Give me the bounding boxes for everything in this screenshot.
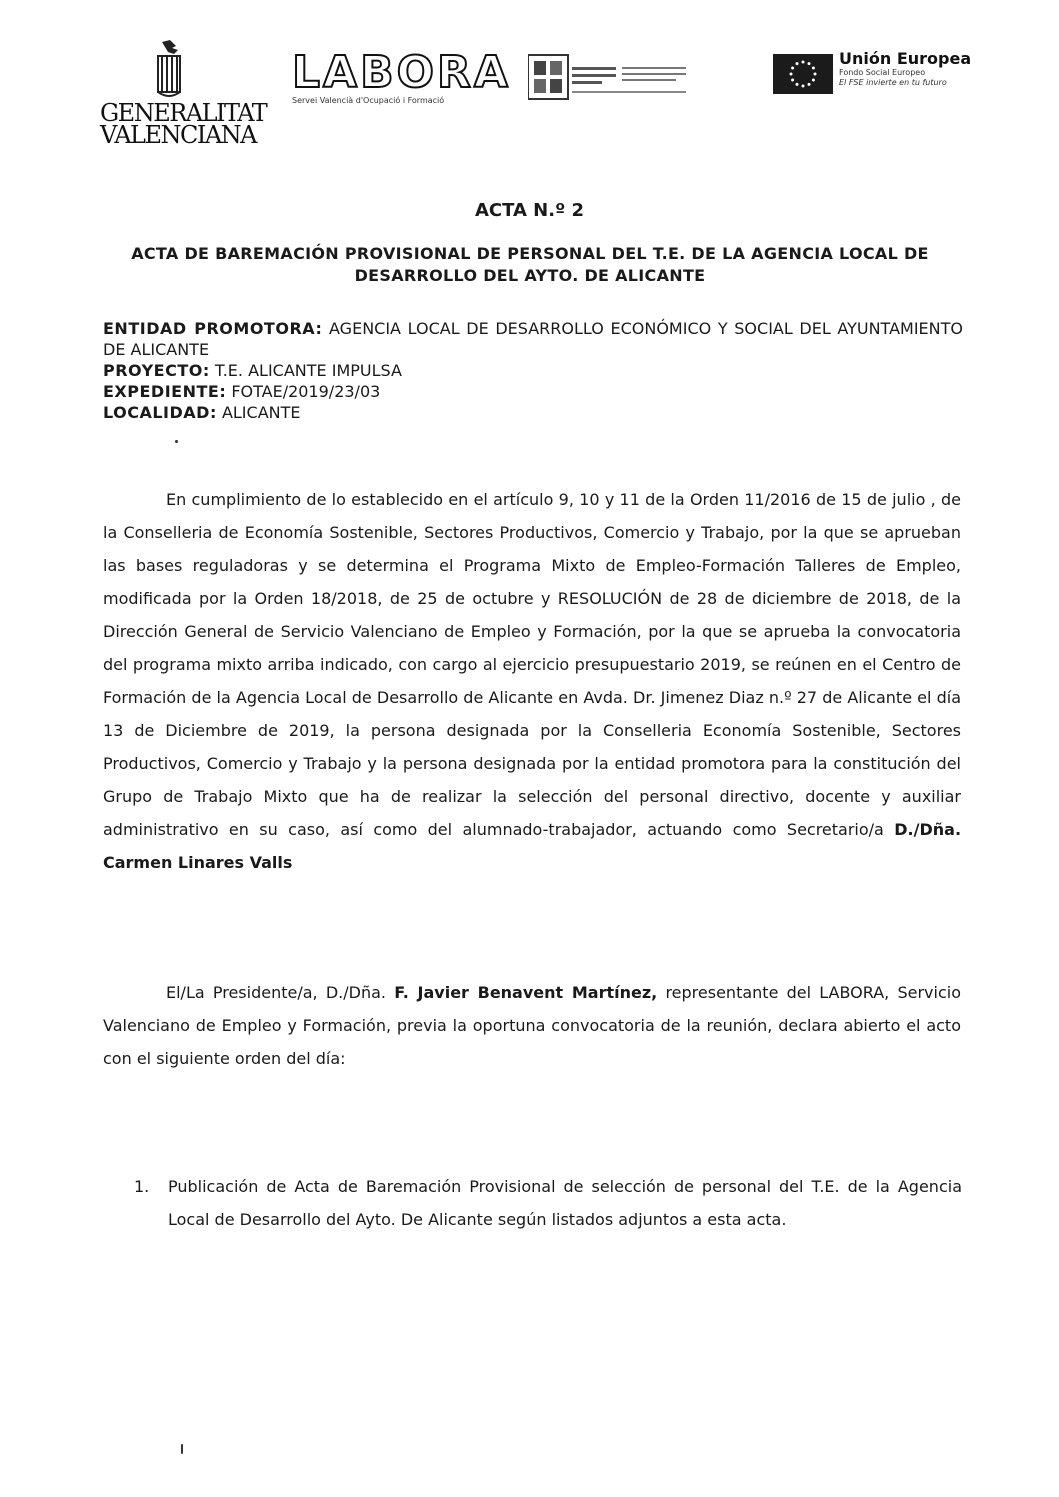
expediente-value: FOTAE/2019/23/03 (231, 382, 381, 401)
expediente-label: EXPEDIENTE: (103, 382, 227, 401)
labora-subtitle: Servei Valencià d'Ocupació i Formació (292, 96, 445, 105)
proyecto-label: PROYECTO: (103, 361, 210, 380)
acta-title: ACTA DE BAREMACIÓN PROVISIONAL DE PERSONAL DEL T.E. DE LA AGENCIA LOCAL DE DESARROLLO DEL AYTO. DE ALICANTE (131, 244, 929, 285)
proyecto-value: T.E. ALICANTE IMPULSA (214, 361, 402, 380)
list-item-number: 1. (134, 1177, 150, 1196)
labora-logo (292, 47, 511, 105)
eu-flag-icon (773, 54, 833, 94)
president-paragraph-text: representante del LABORA, Servicio Valenciano de Empleo y Formación, previa la oportuna convocatoria de la reunión, declara abierto el acto con el siguiente orden del día: (103, 983, 961, 1068)
president-paragraph (103, 976, 961, 1075)
expediente-row (103, 381, 963, 402)
ministry-logo (528, 53, 688, 101)
generalitat-valenciana-text: GENERALITAT VALENCIANA (100, 99, 267, 149)
list-item-text: Publicación de Acta de Baremación Provisional de selección de personal del T.E. de la Agencia Local de Desarrollo del Ayto. De Alicante según listados adjuntos a esta acta. (168, 1177, 962, 1229)
intro-paragraph-text: En cumplimiento de lo establecido en el artículo 9, 10 y 11 de la Orden 11/2016 de 15 de julio , de la Conselleria de Economía Sostenible, Sectores Productivos, Comercio y Trabajo, por la que se aprueban las bases reguladoras y se determina el Programa Mixto de Empleo-Formación Talleres de Empleo, modificada por la Orden 18/2018, de 25 de octubre y RESOLUCIÓN de 28 de diciembre de 2018, de la Dirección General de Servicio Valenciano de Empleo y Formación, por la que se aprueba la convocatoria del programa mixto arriba indicado, con cargo al ejercicio presupuestario 2019, se reúnen en el Centro de Formación de la Agencia Local de Desarrollo de Alicante en Avda. Dr. Jimenez Diaz n.º 27 de Alicante el día 13 de Diciembre de 2019, la persona designada por la Conselleria Economía Sostenible, Sectores Productivos, Comercio y Trabajo y la persona designada por la entidad promotora para la constitución del Grupo de Trabajo Mixto que ha de realizar la selección del personal directivo, docente y auxiliar administrativo en su caso, así como del alumnado-trabajador, actuando como Secretario/a (103, 490, 961, 839)
president-prefix: El/La Presidente/a, D./Dña. (166, 983, 386, 1002)
localidad-label: LOCALIDAD: (103, 403, 217, 422)
entidad-value: AGENCIA LOCAL DE DESARROLLO ECONÓMICO Y SOCIAL DEL AYUNTAMIENTO DE ALICANTE (103, 319, 964, 359)
president-name: F. Javier Benavent Martínez, (394, 983, 658, 1002)
eu-slogan: El FSE invierte en tu futuro (839, 78, 947, 87)
bat-emblem-icon (148, 40, 190, 98)
eu-title: Unión Europea (839, 49, 972, 68)
metadata-block (103, 318, 963, 423)
labora-wordmark: LABORA (292, 47, 511, 98)
entidad-row (103, 318, 963, 360)
intro-paragraph (103, 483, 961, 879)
proyecto-row (103, 360, 963, 381)
generalitat-valenciana-logo (100, 40, 267, 149)
localidad-value: ALICANTE (221, 403, 301, 422)
entidad-label: ENTIDAD PROMOTORA: (103, 319, 323, 338)
scan-speck (175, 440, 178, 443)
localidad-row (103, 402, 963, 423)
eu-fund-name: Fondo Social Europeo (839, 68, 926, 77)
secretary-name: D./Dña. Carmen Linares Valls (103, 820, 962, 872)
list-item (134, 1170, 962, 1236)
order-list (134, 1170, 962, 1236)
scan-speck (181, 1444, 183, 1454)
acta-number: ACTA N.º 2 (474, 200, 585, 221)
